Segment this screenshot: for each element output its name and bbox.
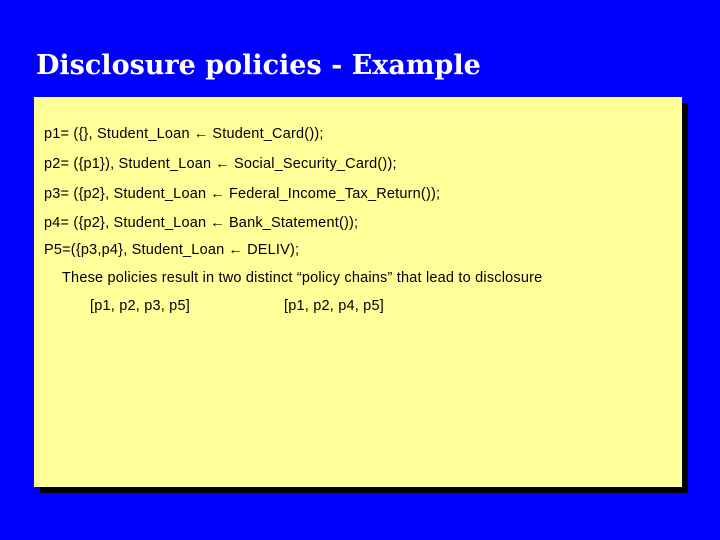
policy-line-p4 bbox=[44, 215, 358, 231]
summary-text: These policies result in two distinct “policy chains” that lead to disclosure bbox=[62, 270, 543, 286]
policy-suffix: Social_Security_Card()); bbox=[233, 156, 397, 172]
policy-prefix: p4= ({p2}, Student_Loan bbox=[44, 215, 207, 231]
content-box bbox=[34, 97, 682, 487]
left-arrow-icon: ← bbox=[210, 215, 225, 231]
policy-prefix: p1= ({}, Student_Loan bbox=[44, 126, 190, 142]
left-arrow-icon: ← bbox=[210, 186, 225, 202]
policy-chain-2: [p1, p2, p4, p5] bbox=[284, 298, 384, 314]
policy-prefix: p2= ({p1}), Student_Loan bbox=[44, 156, 212, 172]
policy-suffix: Bank_Statement()); bbox=[228, 215, 359, 231]
policy-prefix: P5=({p3,p4}, Student_Loan bbox=[44, 242, 225, 258]
policy-suffix: Federal_Income_Tax_Return()); bbox=[228, 186, 441, 202]
policy-suffix: DELIV); bbox=[247, 242, 300, 258]
left-arrow-icon: ← bbox=[193, 126, 209, 142]
policy-suffix: Student_Card()); bbox=[212, 126, 324, 142]
policy-line-p2 bbox=[44, 156, 397, 172]
left-arrow-icon: ← bbox=[215, 156, 230, 172]
left-arrow-icon: ← bbox=[228, 242, 244, 258]
slide-title: Disclosure policies - Example bbox=[36, 50, 481, 81]
policy-line-p1 bbox=[44, 126, 324, 142]
policy-chain-1: [p1, p2, p3, p5] bbox=[90, 298, 190, 314]
policy-prefix: p3= ({p2}, Student_Loan bbox=[44, 186, 207, 202]
policy-line-p5 bbox=[44, 242, 299, 258]
policy-line-p3 bbox=[44, 186, 440, 202]
